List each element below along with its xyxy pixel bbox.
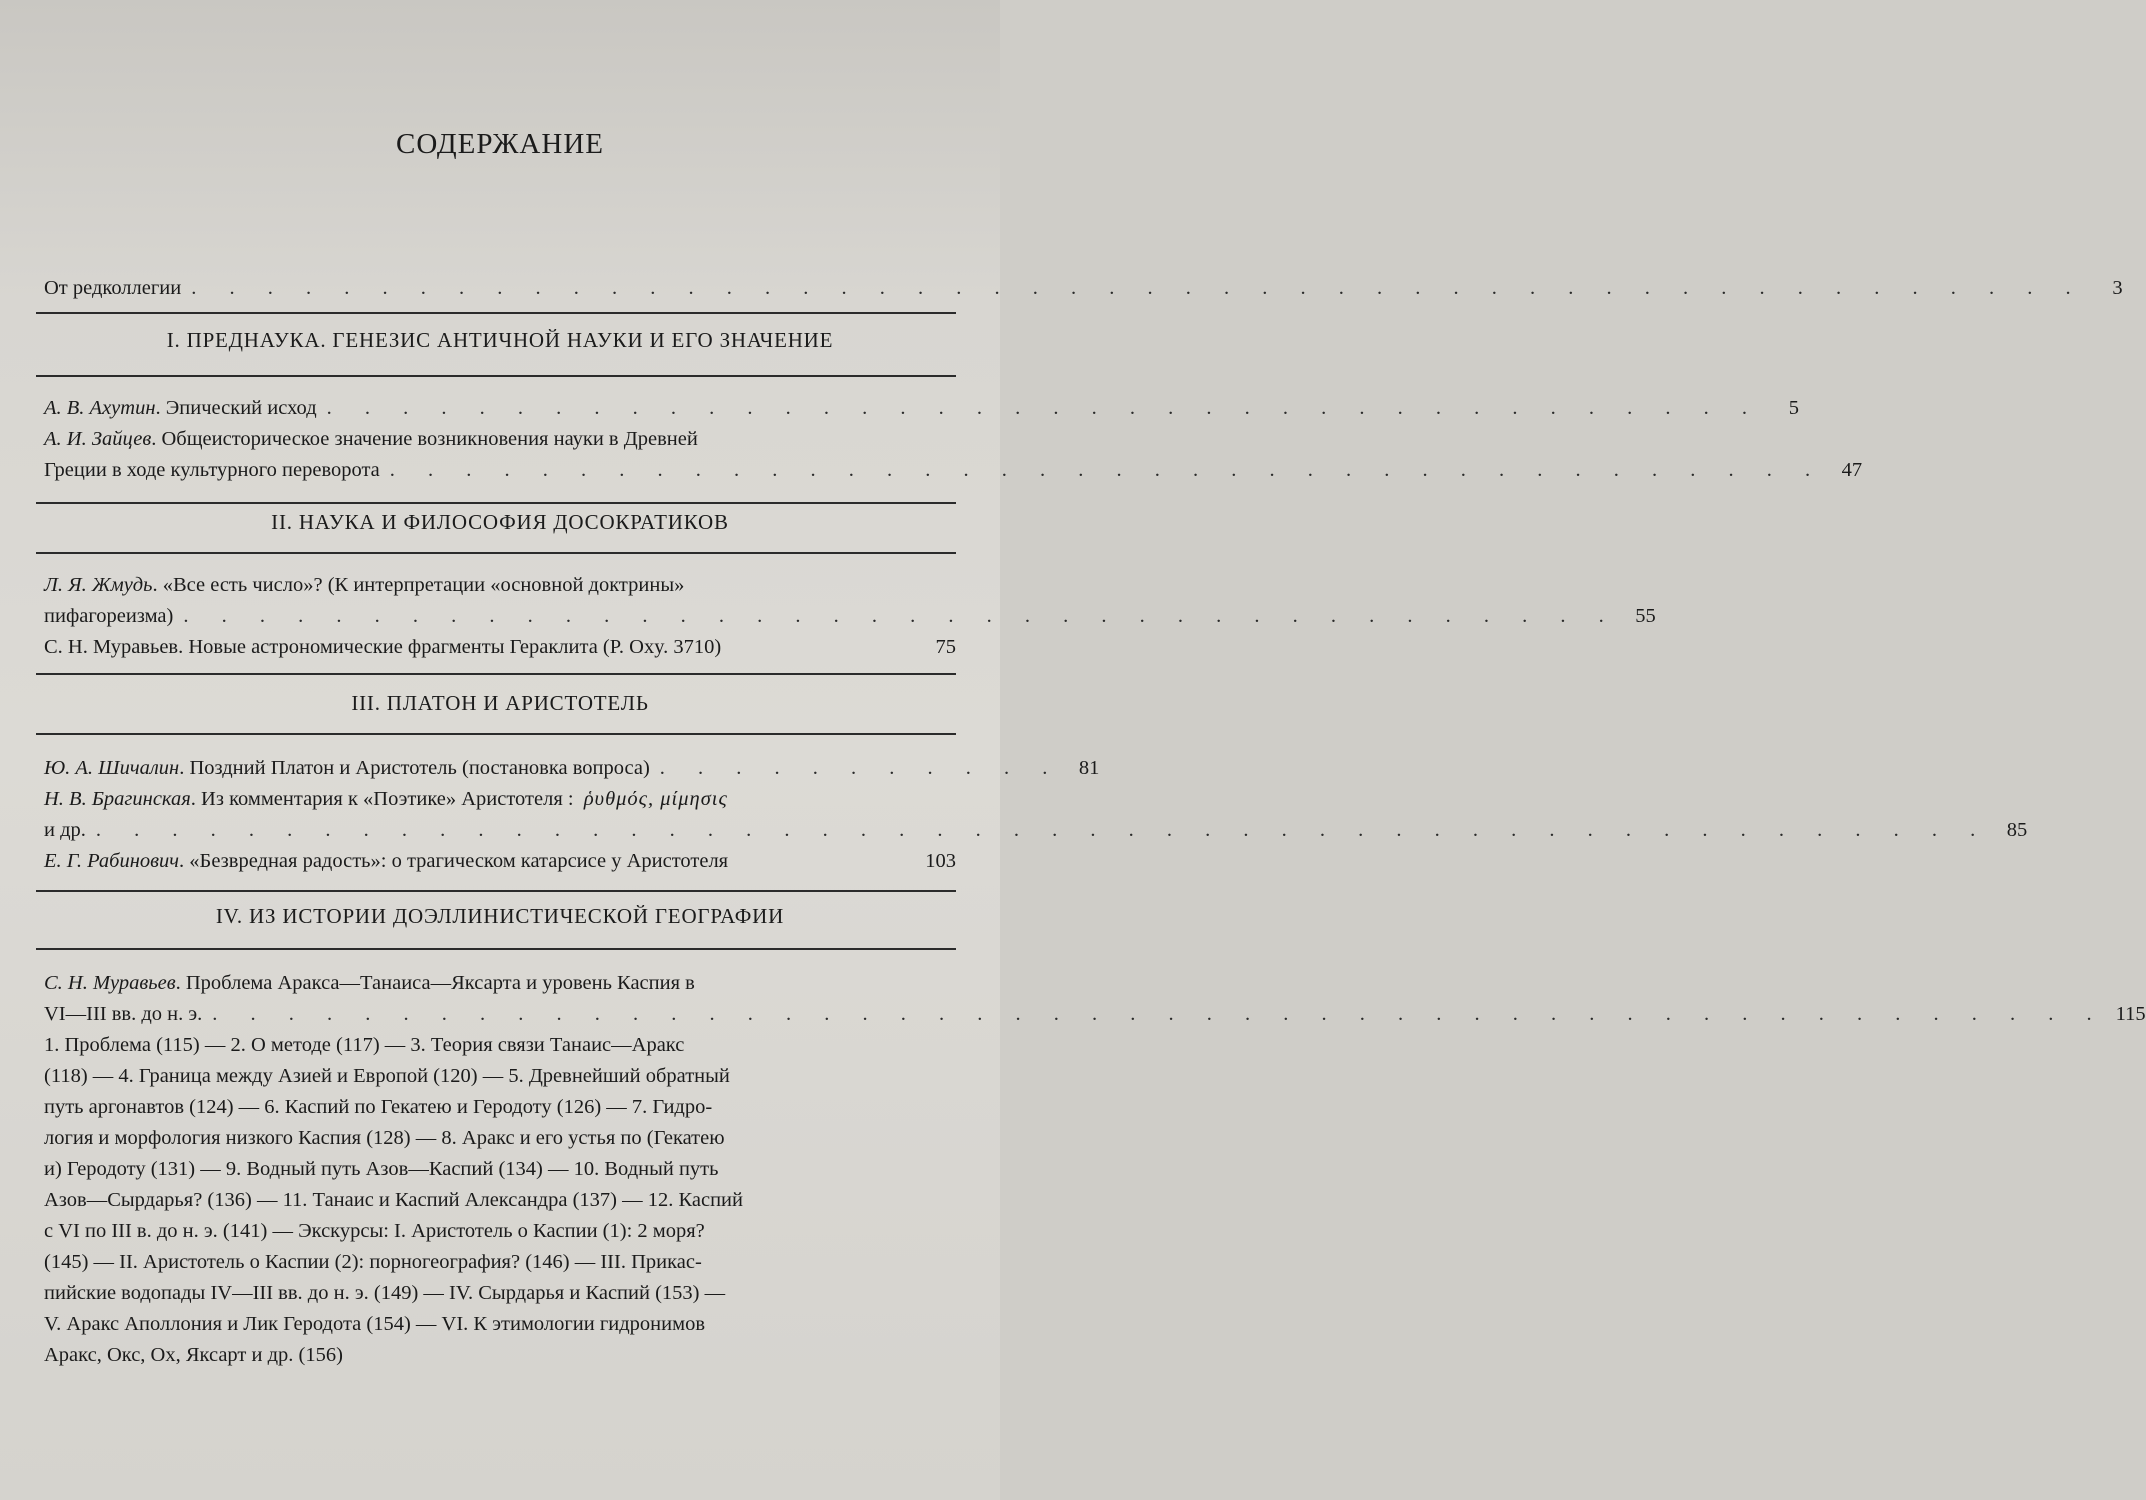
entry-title-cont: и др.	[44, 819, 86, 841]
entry-title-cont: пифагореизма)	[44, 605, 174, 627]
page-number: 3	[2112, 277, 2123, 299]
section-divider	[36, 312, 956, 314]
detail-line: и) Геродоту (131) — 9. Водный путь Азов—Каспий (134) — 10. Водный путь	[44, 1158, 719, 1180]
dot-leader: . . . . . . . . . . . . . . . . . . . . . . . . . . . . . . . . . . . . . .	[389, 459, 1825, 481]
toc-entry	[44, 570, 1656, 632]
page-number: 81	[1078, 757, 1100, 779]
entry-author: Ю. А. Шичалин	[44, 757, 180, 779]
entry-title-cont: Греции в ходе культурного переворота	[44, 459, 380, 481]
section-divider	[36, 948, 956, 950]
entry-title: . «Безвредная радость»: о трагическом катарсисе у Аристотеля	[179, 850, 729, 872]
toc-entry	[44, 424, 1863, 486]
section-divider	[36, 552, 956, 554]
entry-title: . Эпический исход	[155, 397, 317, 419]
entry-details	[44, 1030, 956, 1371]
dot-leader: . . . . . . . . . . . . . . . . . . . . . . . . . . . . . . . . . . . . . . . . . . . . . . . . . .	[212, 1003, 2106, 1025]
detail-line: путь аргонавтов (124) — 6. Каспий по Гекатею и Геродоту (126) — 7. Гидро-	[44, 1096, 713, 1118]
section-heading-4: IV. ИЗ ИСТОРИИ ДОЭЛЛИНИСТИЧЕСКОЙ ГЕОГРАФИИ	[215, 904, 785, 928]
section-divider	[36, 890, 956, 892]
entry-author: А. В. Ахутин	[44, 397, 156, 419]
dot-leader: . . . . . . . . . . . . . . . . . . . . . . . . . . . . . . . . . . . . . . . . . . . . . . . . . .	[191, 277, 2085, 299]
toc-entry	[44, 968, 2146, 1030]
entry-author: Е. Г. Рабинович	[44, 850, 180, 872]
page-title: СОДЕРЖАНИЕ	[396, 128, 604, 160]
page-number: 75	[935, 636, 956, 658]
detail-line: (118) — 4. Граница между Азией и Европой (120) — 5. Древнейший обратный	[44, 1065, 730, 1087]
page-number: 115	[2115, 1003, 2146, 1025]
entry-author: Н. В. Брагинская	[44, 788, 191, 810]
detail-line: Азов—Сырдарья? (136) — 11. Танаис и Каспий Александра (137) — 12. Каспий	[44, 1189, 743, 1211]
section-divider	[36, 375, 956, 377]
detail-line: с VI по III в. до н. э. (141) — Экскурсы: I. Аристотель о Каспии (1): 2 моря?	[44, 1220, 705, 1242]
toc-entry	[44, 753, 1100, 784]
entry-title: . Поздний Платон и Аристотель (постановка вопроса)	[179, 757, 650, 779]
dot-leader: . . . . . . . . . . . . . . . . . . . . . . . . . . . . . . . . . . . . . . . . . . . . . . . . . .	[95, 819, 1990, 841]
page-number: 85	[2006, 819, 2028, 841]
page-number: 5	[1788, 397, 1800, 419]
detail-line: V. Аракс Аполлония и Лик Геродота (154) — VI. К этимологии гидронимов	[44, 1313, 706, 1335]
section-divider	[36, 673, 956, 675]
entry-title: . Общеисторическое значение возникновения науки в Древней	[151, 428, 698, 450]
dot-leader: . . . . . . . . . . . . . . . . . . . . . . . . . . . . . . . . . . . . . .	[183, 605, 1618, 627]
page-number: 55	[1635, 605, 1656, 627]
detail-line: (145) — II. Аристотель о Каспии (2): порногеография? (146) — III. Прикас-	[44, 1251, 702, 1273]
toc-entry	[44, 632, 956, 663]
page-number: 103	[925, 850, 956, 872]
toc-entry	[44, 784, 2028, 846]
entry-author: Л. Я. Жмудь	[44, 574, 153, 596]
dot-leader: . . . . . . . . . . . . . . . . . . . . . . . . . . . . . . . . . . . . . .	[326, 397, 1762, 419]
page-number: 47	[1841, 459, 1863, 481]
dot-leader: . . . . . . . . . . .	[659, 757, 1062, 779]
entry-title: . Проблема Аракса—Танаиса—Яксарта и уровень Каспия в	[175, 972, 695, 994]
entry-author: С. Н. Муравьев	[44, 972, 176, 994]
entry-author: А. И. Зайцев	[44, 428, 152, 450]
entry-title-cont: VI—III вв. до н. э.	[44, 1003, 203, 1025]
entry-title: . Из комментария к «Поэтике» Аристотеля :	[190, 788, 574, 810]
section-heading-1: I. ПРЕДНАУКА. ГЕНЕЗИС АНТИЧНОЙ НАУКИ И ЕГО ЗНАЧЕНИЕ	[166, 328, 834, 352]
entry-text: От редколлегии	[44, 277, 182, 299]
detail-line: пийские водопады IV—III вв. до н. э. (149) — IV. Сырдарья и Каспий (153) —	[44, 1282, 726, 1304]
section-heading-3: III. ПЛАТОН И АРИСТОТЕЛЬ	[351, 691, 649, 715]
entry-title: . «Все есть число»? (К интерпретации «основной доктрины»	[152, 574, 685, 596]
greek-terms: ῥυθμός, μίμησις	[583, 788, 728, 810]
detail-line: логия и морфология низкого Каспия (128) — 8. Аракс и его устья по (Гекатею	[44, 1127, 725, 1149]
toc-entry	[44, 846, 956, 877]
toc-entry-intro	[44, 273, 2123, 304]
section-divider	[36, 502, 956, 504]
toc-entry	[44, 393, 1800, 424]
section-heading-2: II. НАУКА И ФИЛОСОФИЯ ДОСОКРАТИКОВ	[271, 510, 729, 534]
detail-line: 1. Проблема (115) — 2. О методе (117) — 3. Теория связи Танаис—Аракс	[44, 1034, 685, 1056]
entry-title: С. Н. Муравьев. Новые астрономические фрагменты Гераклита (P. Oxy. 3710)	[44, 636, 722, 658]
detail-line: Аракс, Окс, Ох, Яксарт и др. (156)	[44, 1344, 343, 1366]
section-divider	[36, 733, 956, 735]
